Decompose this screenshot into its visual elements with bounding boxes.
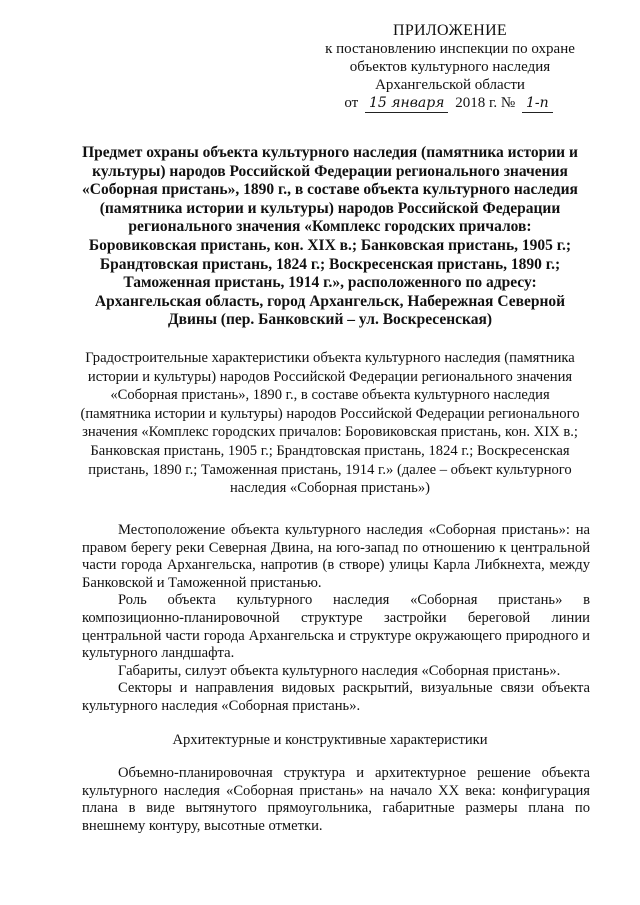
- date-year: 2018 г. №: [455, 95, 516, 111]
- body-text: [82, 522, 590, 716]
- body-text-architecture: [82, 765, 590, 835]
- annex-title: ПРИЛОЖЕНИЕ: [392, 22, 507, 39]
- handwritten-date: 15 января: [365, 94, 448, 113]
- annex-block: [300, 22, 600, 113]
- annex-line-2: объектов культурного наследия: [349, 59, 551, 75]
- document-heading: Предмет охраны объекта культурного наследия (памятника истории и культуры) народов Российской Федерации регионального значения «Соборная пристань», 1890 г., в составе объекта культурного наследия (памятника истории и культуры) народов Российской Федерации регионального значения «Комплекс городских причалов: Боровиковская пристань, кон. XIX в.; Банковская пристань, 1905 г.; Брандтовская пристань, 1824 г.; Воскресенская пристань, 1890 г.; Таможенная пристань, 1914 г.», расположенного по адресу: Архангельская область, город Архангельск, Набережная Северной Двины (пер. Банковский – ул. Воскресенская): [82, 144, 578, 329]
- paragraph-dimensions: Габариты, силуэт объекта культурного наследия «Соборная пристань».: [118, 662, 561, 679]
- handwritten-number: 1-п: [522, 94, 553, 113]
- section-subheading: Градостроительные характеристики объекта культурного наследия (памятника истории и культуры) народов Российской Федерации регионального значения «Соборная пристань», 1890 г., в составе объекта культурного наследия (памятника истории и культуры) народов Российской Федерации регионального значения «Комплекс городских причалов: Боровиковская пристань, кон. XIX в.; Банковская пристань, 1905 г.; Брандтовская пристань, 1824 г.; Воскресенская пристань, 1890 г.; Таможенная пристань, 1914 г.» (далее – объект культурного наследия «Соборная пристань»): [80, 350, 580, 497]
- annex-line-3: Архангельской области: [375, 77, 525, 93]
- paragraph-location: Местоположение объекта культурного наследия «Соборная пристань»: на правом берегу реки Северная Двина, на юго-запад по отношению к центральной части города Архангельска, напротив (в створе) улицы Карла Либкнехта, между Банковской и Таможенной пристанью.: [82, 522, 590, 591]
- paragraph-role: Роль объекта культурного наследия «Соборная пристань» в композиционно-планировочной структуре застройки береговой линии центральной части города Архангельска и структуре окружающего природного и культурного ландшафта.: [82, 592, 590, 662]
- date-prefix: от: [344, 95, 359, 111]
- annex-date-line: [300, 94, 600, 113]
- section-title-architecture: Архитектурные и конструктивные характеристики: [172, 732, 488, 748]
- paragraph-views: Секторы и направления видовых раскрытий, визуальные связи объекта культурного наследия «Соборная пристань».: [82, 680, 590, 714]
- annex-line-1: к постановлению инспекции по охране: [325, 41, 575, 57]
- paragraph-structure: Объемно-планировочная структура и архитектурное решение объекта культурного наследия «Соборная пристань» на начало XX века: конфигурация плана в виде вытянутого прямоугольника, габаритные размеры плана по внешнему контуру, высотные отметки.: [82, 765, 590, 834]
